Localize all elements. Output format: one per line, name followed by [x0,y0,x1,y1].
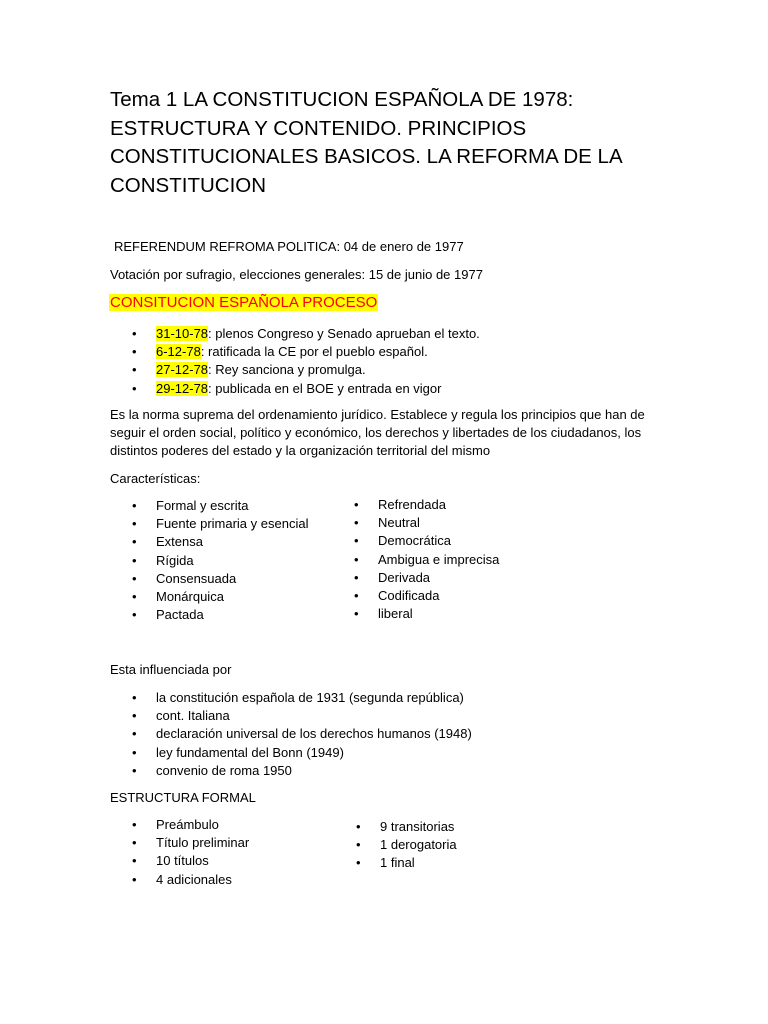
list-item [110,606,308,624]
list-item-text: Título preliminar [156,835,250,851]
list-item [110,852,249,870]
caracteristicas-label: Características: [110,471,201,486]
list-item [110,762,472,780]
list-item-text: la constitución española de 1931 (segunda república) [156,690,464,705]
bullet-icon: • [132,362,137,378]
estructura-left-list [110,816,249,889]
list-item-text: Democrática [378,533,451,549]
date-highlight: 31-10-78 [156,326,209,341]
list-item-text: Neutral [378,515,420,531]
paragraph-line: distintos poderes del estado y la organización territorial del mismo [110,443,491,458]
list-item-text: : ratificada la CE por el pueblo español. [200,344,428,360]
list-item-text: ley fundamental del Bonn (1949) [156,744,344,760]
bullet-icon: • [132,516,137,532]
list-item [334,854,457,872]
title-line: Tema 1 LA CONSTITUCION ESPAÑOLA DE 1978: [110,88,574,111]
caracteristicas-right-list [332,496,499,623]
list-item-text: 10 títulos [156,853,209,869]
bullet-icon: • [132,607,137,623]
bullet-icon: • [132,326,137,341]
bullet-icon: • [354,569,359,585]
bullet-icon: • [132,534,137,550]
bullet-icon: • [132,498,137,513]
list-item-text: Monárquica [156,589,224,605]
list-item [332,496,499,514]
list-item-text: Extensa [156,534,203,550]
date-highlight: 27-12-78 [156,362,209,378]
list-item-text: Codificada [378,588,440,604]
influencias-list [110,689,472,780]
list-item [110,871,249,889]
bullet-icon: • [132,344,137,360]
title-line: ESTRUCTURA Y CONTENIDO. PRINCIPIOS [110,116,527,140]
bullet-icon: • [354,551,359,567]
influencias-label: Esta influenciada por [110,662,232,677]
list-item [332,551,499,569]
list-item [110,361,480,379]
proceso-section-title: CONSITUCION ESPAÑOLA PROCESO [110,294,378,311]
bullet-icon: • [132,853,137,869]
list-item [332,532,499,550]
list-item [110,744,472,762]
bullet-icon: • [132,744,137,760]
title-line: CONSTITUCIONALES BASICOS. LA REFORMA DE LA [110,145,623,168]
estructura-right-list [334,818,457,873]
list-item-text: Rígida [156,552,194,568]
bullet-icon: • [132,762,137,778]
bullet-icon: • [132,552,137,568]
referendum-line: REFERENDUM REFROMA POLITICA: 04 de enero de 1977 [114,239,464,254]
paragraph-line: Es la norma suprema del ordenamiento jurídico. Establece y regula los principios que han de [110,407,645,422]
bullet-icon: • [132,708,137,724]
list-item [110,533,308,551]
list-item-text: Fuente primaria y esencial [156,516,309,532]
list-item [110,380,480,398]
list-item [110,689,472,707]
bullet-icon: • [354,606,359,622]
list-item-text: Pactada [156,607,204,623]
bullet-icon: • [354,588,359,604]
list-item-text: 4 adicionales [156,871,232,887]
bullet-icon: • [132,835,137,851]
votacion-line: Votación por sufragio, elecciones generales: 15 de junio de 1977 [110,267,483,282]
list-item-text: Refrendada [378,497,446,512]
list-item [110,588,308,606]
list-item [332,514,499,532]
caracteristicas-left-list [110,497,308,624]
bullet-icon: • [354,533,359,549]
bullet-icon: • [354,497,359,512]
list-item-text: convenio de roma 1950 [156,762,292,778]
bullet-icon: • [132,380,137,396]
list-item [110,570,308,588]
bullet-icon: • [356,819,361,834]
list-item [332,569,499,587]
list-item-text: Ambigua e imprecisa [378,551,500,567]
bullet-icon: • [132,726,137,742]
list-item-text: Formal y escrita [156,498,249,513]
list-item [110,725,472,743]
list-item [110,707,472,725]
bullet-icon: • [132,690,137,705]
list-item-text: Consensuada [156,570,237,586]
list-item-text: 9 transitorias [380,819,455,834]
bullet-icon: • [356,855,361,871]
bullet-icon: • [356,837,361,853]
list-item-text: Preámbulo [156,817,219,832]
list-item-text: : plenos Congreso y Senado aprueban el texto. [208,326,480,341]
list-item-text: 1 derogatoria [380,837,457,853]
list-item [334,836,457,854]
list-item [110,552,308,570]
proceso-list [110,325,480,398]
bullet-icon: • [132,817,137,832]
list-item [110,834,249,852]
list-item-text: declaración universal de los derechos humanos (1948) [156,726,472,742]
list-item-text: 1 final [380,855,415,871]
list-item [110,816,249,834]
estructura-label: ESTRUCTURA FORMAL [110,790,256,805]
list-item [110,325,480,343]
date-highlight: 29-12-78 [156,380,209,396]
list-item-text: : Rey sanciona y promulga. [208,362,366,378]
bullet-icon: • [132,871,137,887]
list-item [110,515,308,533]
page-title [110,86,670,200]
bullet-icon: • [354,515,359,531]
list-item [110,343,480,361]
list-item-text: Derivada [378,569,431,585]
list-item [332,605,499,623]
list-item [110,497,308,515]
list-item [334,818,457,836]
list-item-text: : publicada en el BOE y entrada en vigor [208,380,442,396]
definicion-paragraph [110,406,650,460]
title-line: CONSTITUCION [110,173,267,197]
bullet-icon: • [132,589,137,605]
paragraph-line: seguir el orden social, político y económico, los derechos y libertades de los ciudadanos, los [110,425,642,440]
list-item-text: cont. Italiana [156,708,230,724]
list-item [332,587,499,605]
date-highlight: 6-12-78 [156,344,201,360]
list-item-text: liberal [378,606,413,622]
bullet-icon: • [132,570,137,586]
